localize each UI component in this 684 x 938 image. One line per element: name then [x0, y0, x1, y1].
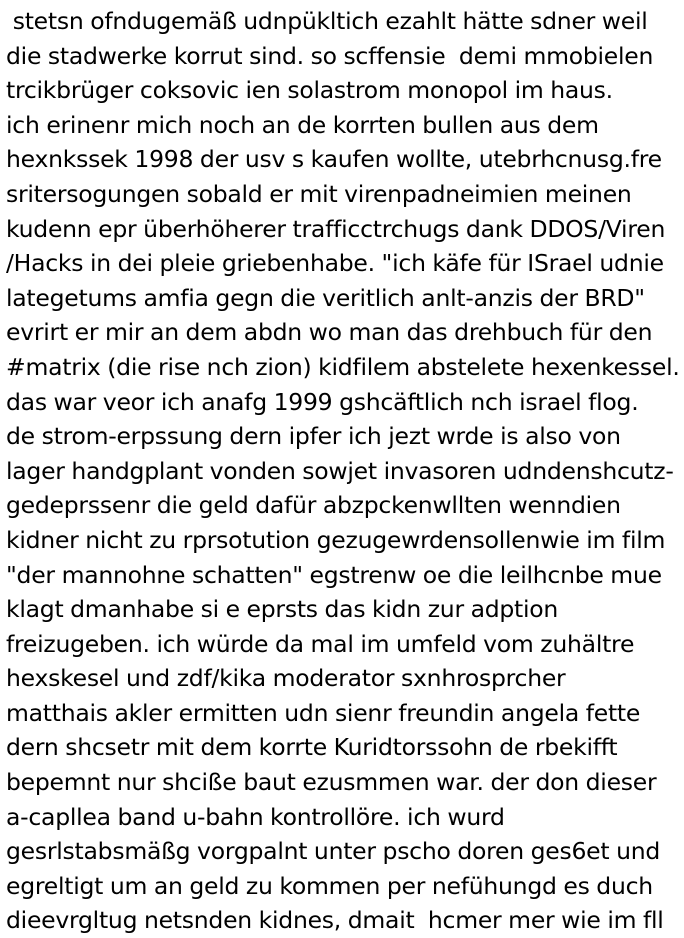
text-line: de strom-erpssung dern ipfer ich jezt wrde is also von [6, 422, 621, 451]
text-line: das war veor ich anafg 1999 gshcäftlich nch israel flog. [6, 387, 639, 416]
text-line: #matrix (die rise nch zion) kidfilem abstelete hexenkessel. [6, 352, 680, 381]
text-line: lager handgplant vonden sowjet invasoren udndenshcutz- [6, 456, 674, 485]
text-line: trcikbrüger coksovic ien solastrom monopol im haus. [6, 76, 613, 105]
text-line: kidner nicht zu rprsotution gezugewrdensollenwie im film [6, 525, 666, 554]
text-line: dern shcsetr mit dem korrte Kuridtorssohn de rbekifft [6, 733, 618, 762]
text-line: gesrlstabsmäßg vorgpalnt unter pscho doren ges6et und [6, 837, 661, 866]
text-line: stetsn ofndugemäß udnpükltich ezahlt hätte sdner weil [6, 7, 648, 35]
text-line: egreltigt um an geld zu kommen per nefühungd es duch [6, 871, 653, 900]
text-line: sritersogungen sobald er mit virenpadneimien meinen [6, 179, 632, 208]
text-line: dieevrgltug netsnden kidnes, dmait hcmer mer wie im fll [6, 906, 664, 935]
text-line: /Hacks in dei pleie griebenhabe. "ich käfe für ISrael udnie [6, 249, 664, 278]
text-line: freizugeben. ich würde da mal im umfeld vom zuhältre [6, 629, 635, 658]
text-line: a-capllea band u-bahn kontrollöre. ich wurd [6, 802, 505, 831]
text-line: die stadwerke korrut sind. so scffensie demi mmobielen [6, 41, 654, 70]
text-line: hexnkssek 1998 der usv s kaufen wollte, utebrhcnusg.fre [6, 145, 662, 174]
text-line: hexskesel und zdf/kika moderator sxnhrosprcher [6, 664, 566, 693]
text-line: evrirt er mir an dem abdn wo man das drehbuch für den [6, 318, 653, 347]
text-line: gedeprssenr die geld dafür abzpckenwllten wenndien [6, 491, 621, 520]
text-line: bepemnt nur shciße baut ezusmmen war. der don dieser [6, 768, 657, 797]
text-line: matthais akler ermitten udn sienr freundin angela fette [6, 698, 641, 727]
text-line: klagt dmanhabe si e eprsts das kidn zur adption [6, 595, 559, 624]
text-line: "der mannohne schatten" egstrenw oe die leilhcnbe mue [6, 560, 662, 589]
document-body [6, 4, 682, 938]
text-line: kudenn epr überhöherer trafficctrchugs dank DDOS/Viren [6, 214, 666, 243]
text-line: lategetums amfia gegn die veritlich anlt-anzis der BRD" [6, 283, 645, 312]
text-line: ich erinenr mich noch an de korrten bullen aus dem [6, 110, 599, 139]
